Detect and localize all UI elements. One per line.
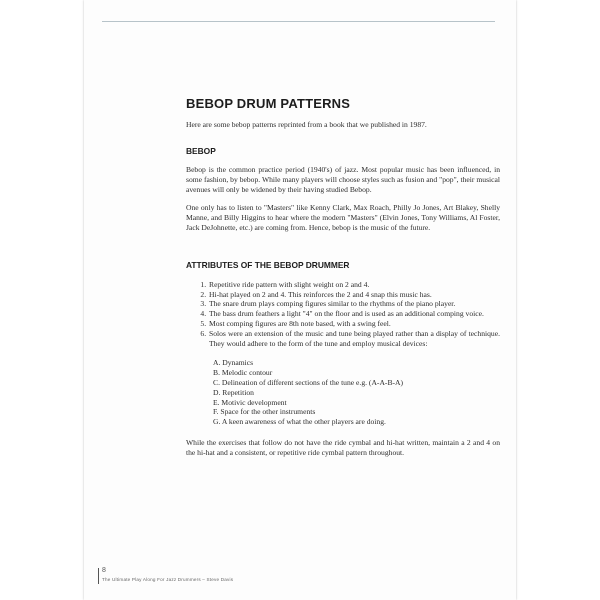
footer-divider [98, 568, 99, 584]
list-item: E. Motivic development [213, 397, 287, 407]
list-item: 6. Solos were an extension of the music and tune being played rather than a display of technique. They would adhere to the form of the tune and employ musical devices: [208, 329, 500, 349]
list-item: 2. Hi-hat played on 2 and 4. This reinforces the 2 and 4 snap this music has. [208, 290, 500, 300]
attributes-heading: ATTRIBUTES OF THE BEBOP DRUMMER [186, 259, 350, 270]
closing-paragraph: While the exercises that follow do not have the ride cymbal and hi-hat written, maintain a 2 and 4 on the hi-hat and a consistent, or repetitive ride cymbal pattern throughout. [186, 437, 500, 457]
page-number: 8 [102, 567, 106, 574]
list-item: F. Space for the other instruments [213, 407, 316, 417]
list-item: B. Melodic contour [213, 368, 273, 378]
page-title: BEBOP DRUM PATTERNS [186, 96, 351, 111]
list-item: G. A keen awareness of what the other players are doing. [213, 417, 386, 427]
bebop-paragraph-1: Bebop is the common practice period (1940's) of jazz. Most popular music has been influenced, in some fashion, by bebop. While many players will choose styles such as fusion and "pop", their musical avenues will only be widened by their having studied Bebop. [186, 165, 500, 194]
list-item: 4. The bass drum feathers a light "4" on the floor and is used as an additional comping voice. [208, 309, 500, 319]
list-item: D. Repetition [213, 387, 254, 397]
list-item: 5. Most comping figures are 8th note based, with a swing feel. [208, 319, 500, 329]
list-item: C. Delineation of different sections of the tune e.g. (A-A-B-A) [213, 377, 404, 387]
musical-devices-list [186, 358, 500, 427]
page-content [186, 96, 500, 458]
list-item: 3. The snare drum plays comping figures similar to the rhythms of the piano player. [208, 299, 500, 309]
footer-book-title: The Ultimate Play Along For Jazz Drummers – Steve Davis [102, 577, 234, 582]
list-item: A. Dynamics [213, 358, 254, 368]
top-rule [102, 21, 495, 22]
intro-text: Here are some bebop patterns reprinted from a book that we published in 1987. [186, 120, 427, 129]
attributes-list [186, 280, 500, 349]
bebop-heading: BEBOP [186, 146, 216, 156]
list-item: 1. Repetitive ride pattern with slight weight on 2 and 4. [208, 280, 500, 290]
bebop-paragraph-2: One only has to listen to "Masters" like Kenny Clark, Max Roach, Philly Jo Jones, Art Blakey, Shelly Manne, and Billy Higgins to hear where the modern "Masters" (Elvin Jones, Tony Williams, Al Foster, Jack DeJohnette, etc.) are coming from. Hence, bebop is the music of the future. [186, 203, 500, 232]
